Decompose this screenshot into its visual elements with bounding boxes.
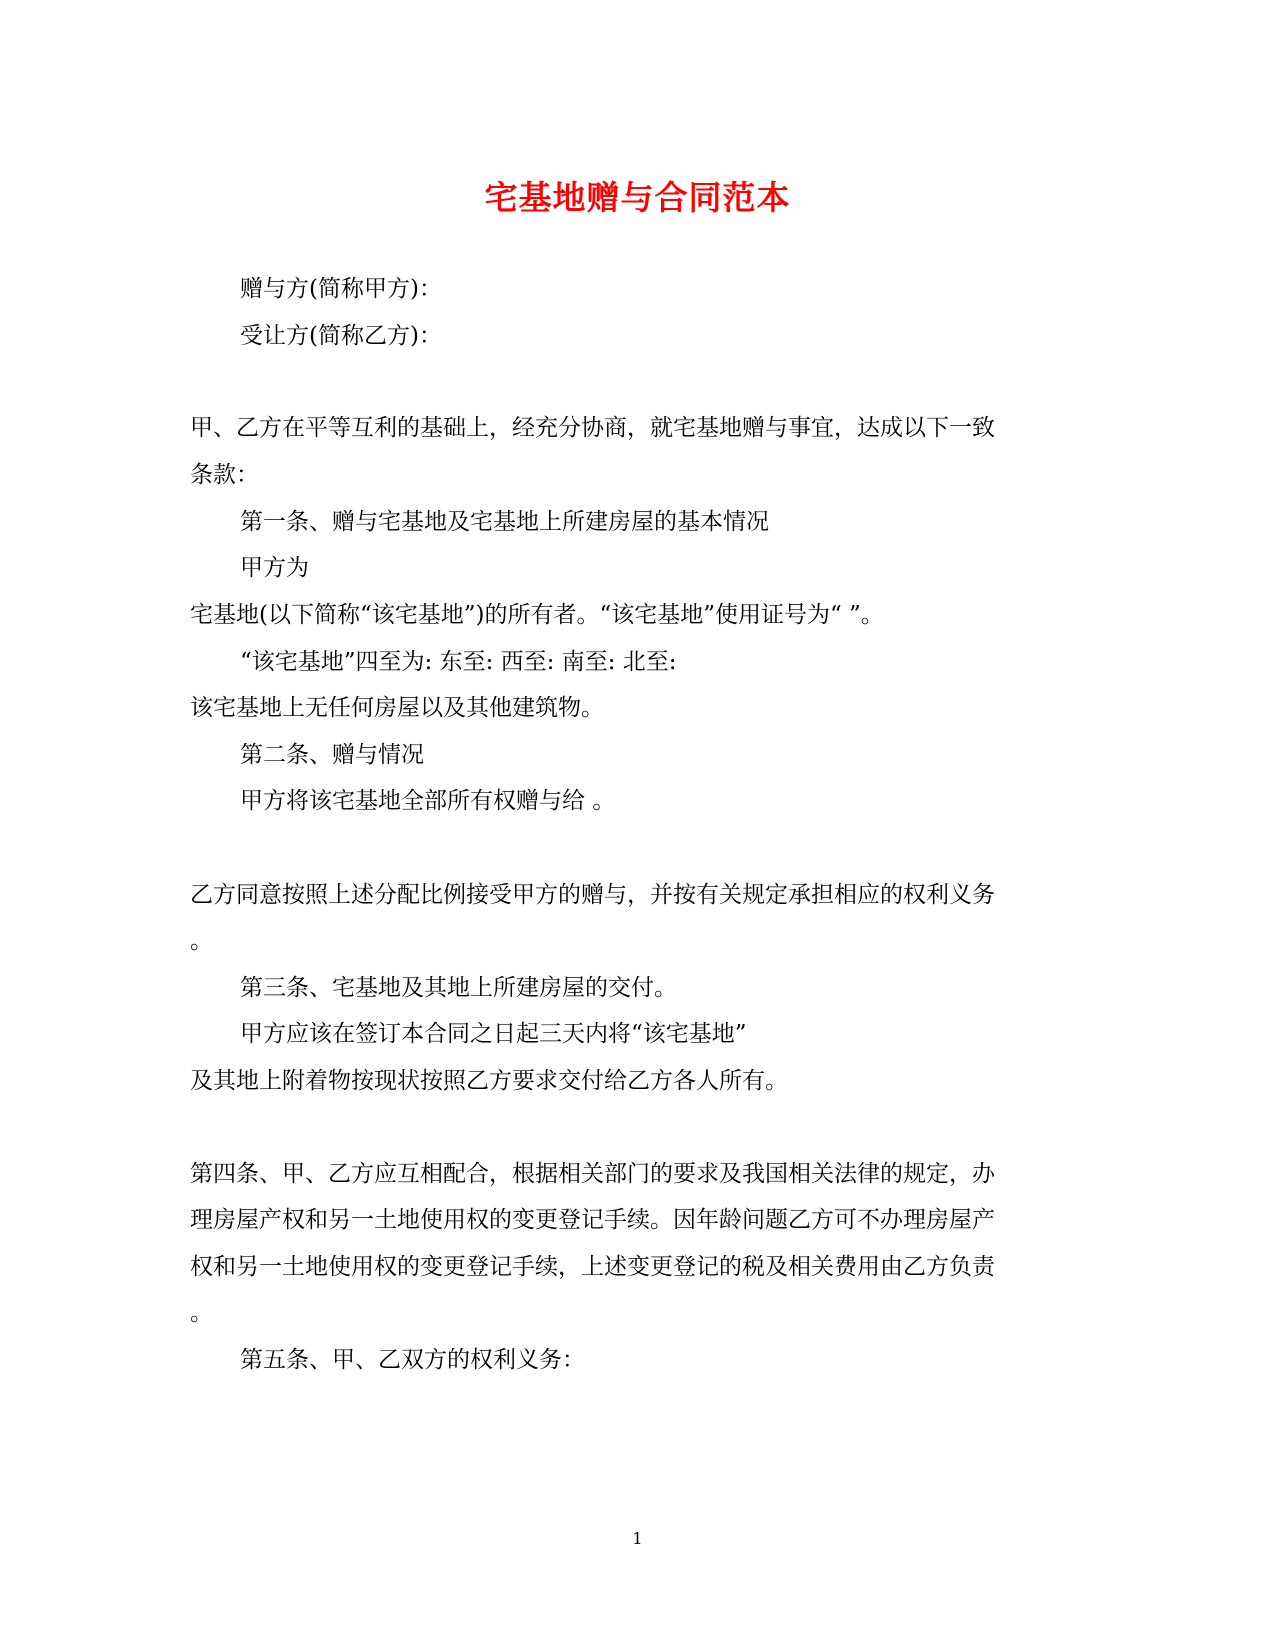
article-3-text-1: 甲方应该在签订本合同之日起三天内将“该宅基地” bbox=[240, 1021, 747, 1047]
donor-line: 赠与方(简称甲方)： bbox=[240, 276, 442, 302]
article-3-heading: 第三条、宅基地及其地上所建房屋的交付。 bbox=[240, 975, 677, 1001]
article-2-text-1: 甲方将该宅基地全部所有权赠与给 。 bbox=[240, 788, 616, 814]
page-number: 1 bbox=[632, 1529, 643, 1548]
article-1-boundaries: “该宅基地”四至为: 东至: 西至: 南至: 北至: bbox=[240, 649, 677, 675]
article-4-text-4: 。 bbox=[190, 1300, 213, 1326]
article-2-text-3: 。 bbox=[190, 928, 213, 954]
article-1-heading: 第一条、赠与宅基地及宅基地上所建房屋的基本情况 bbox=[240, 509, 769, 535]
article-4-text-2: 理房屋产权和另一土地使用权的变更登记手续。因年龄问题乙方可不办理房屋产 bbox=[190, 1207, 995, 1233]
article-4-text-1: 第四条、甲、乙方应互相配合，根据相关部门的要求及我国相关法律的规定，办 bbox=[190, 1161, 995, 1187]
article-5-heading: 第五条、甲、乙双方的权利义务： bbox=[240, 1347, 585, 1373]
article-2-text-2: 乙方同意按照上述分配比例接受甲方的赠与，并按有关规定承担相应的权利义务 bbox=[190, 882, 995, 908]
article-1-text-1: 甲方为 bbox=[240, 555, 309, 581]
preamble-line-1: 甲、乙方在平等互利的基础上，经充分协商，就宅基地赠与事宜，达成以下一致 bbox=[190, 415, 995, 441]
document-title: 宅基地赠与合同范本 bbox=[484, 178, 791, 217]
article-1-text-2: 宅基地(以下简称“该宅基地”)的所有者。“该宅基地”使用证号为“ ”。 bbox=[190, 602, 884, 628]
preamble-line-2: 条款： bbox=[190, 462, 259, 488]
article-2-heading: 第二条、赠与情况 bbox=[240, 742, 424, 768]
recipient-line: 受让方(简称乙方)： bbox=[240, 323, 442, 349]
article-1-text-3: 该宅基地上无任何房屋以及其他建筑物。 bbox=[190, 695, 604, 721]
article-3-text-2: 及其地上附着物按现状按照乙方要求交付给乙方各人所有。 bbox=[190, 1068, 788, 1094]
article-4-text-3: 权和另一土地使用权的变更登记手续，上述变更登记的税及相关费用由乙方负责 bbox=[190, 1254, 995, 1280]
